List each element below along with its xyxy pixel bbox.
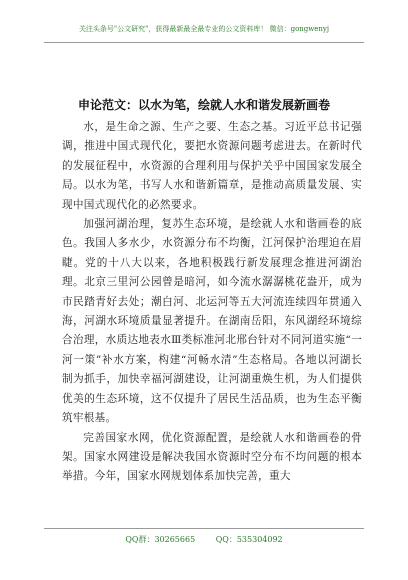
paragraph: 加强河湖治理，复苏生态环境，是绘就人水和谐画卷的底色。我国人多水少，水资源分布不均衡，江河保护治理迫在眉睫。党的十八大以来，各地积极践行新发展理念推进河湖治理。北京三里河公园曾是暗河，如今流水潺潺桃花盎开，成为市民踏青好去处；潮白河、北运河等五大河流连续四年贯通入海，河湖水环境质量显著提升。在湖南岳阳，东风湖经环境综合治理，水质达地表水Ⅲ类标准河北邢台针对不同河道实施“一河一策”补水方案，构建“河畅水清”生态格局。各地以河湖长制为抓手，加快幸福河湖建设，让河湖重焕生机，为人们提供优美的生态环境，这不仅提升了居民生活品质，也为生态平衡筑牢根基。 <box>62 218 362 425</box>
document-title: 申论范文：以水为笔，绘就人水和谐发展新画卷 <box>77 98 330 112</box>
footer-qq: QQ：535304092 <box>215 535 283 544</box>
paragraph: 完善国家水网，优化资源配置，是绘就人水和谐画卷的骨架。国家水网建设是解决我国水资源时空分布不均问题的根本举措。今年，国家水网规划体系加快完善，重大 <box>62 431 362 483</box>
header-notice: 关注头条号"公文研究"，获得最新最全最专业的公文资料库！ 微信：gongwenyj <box>78 25 330 33</box>
header-divider <box>44 42 364 43</box>
footer-qq-group: QQ群：30265665 <box>125 535 196 544</box>
document-body <box>62 118 362 487</box>
footer-contacts <box>0 534 408 545</box>
paragraph: 水，是生命之源、生产之要、生态之基。习近平总书记强调，推进中国式现代化，要把水资源问题考虑进去。在新时代的发展征程中，水资源的合理利用与保护关乎中国国家发展全局。以水为笔，书写人水和谐新篇章，是推动高质量发展、实现中国式现代化的必然要求。 <box>62 121 362 211</box>
footer-divider <box>44 528 364 529</box>
